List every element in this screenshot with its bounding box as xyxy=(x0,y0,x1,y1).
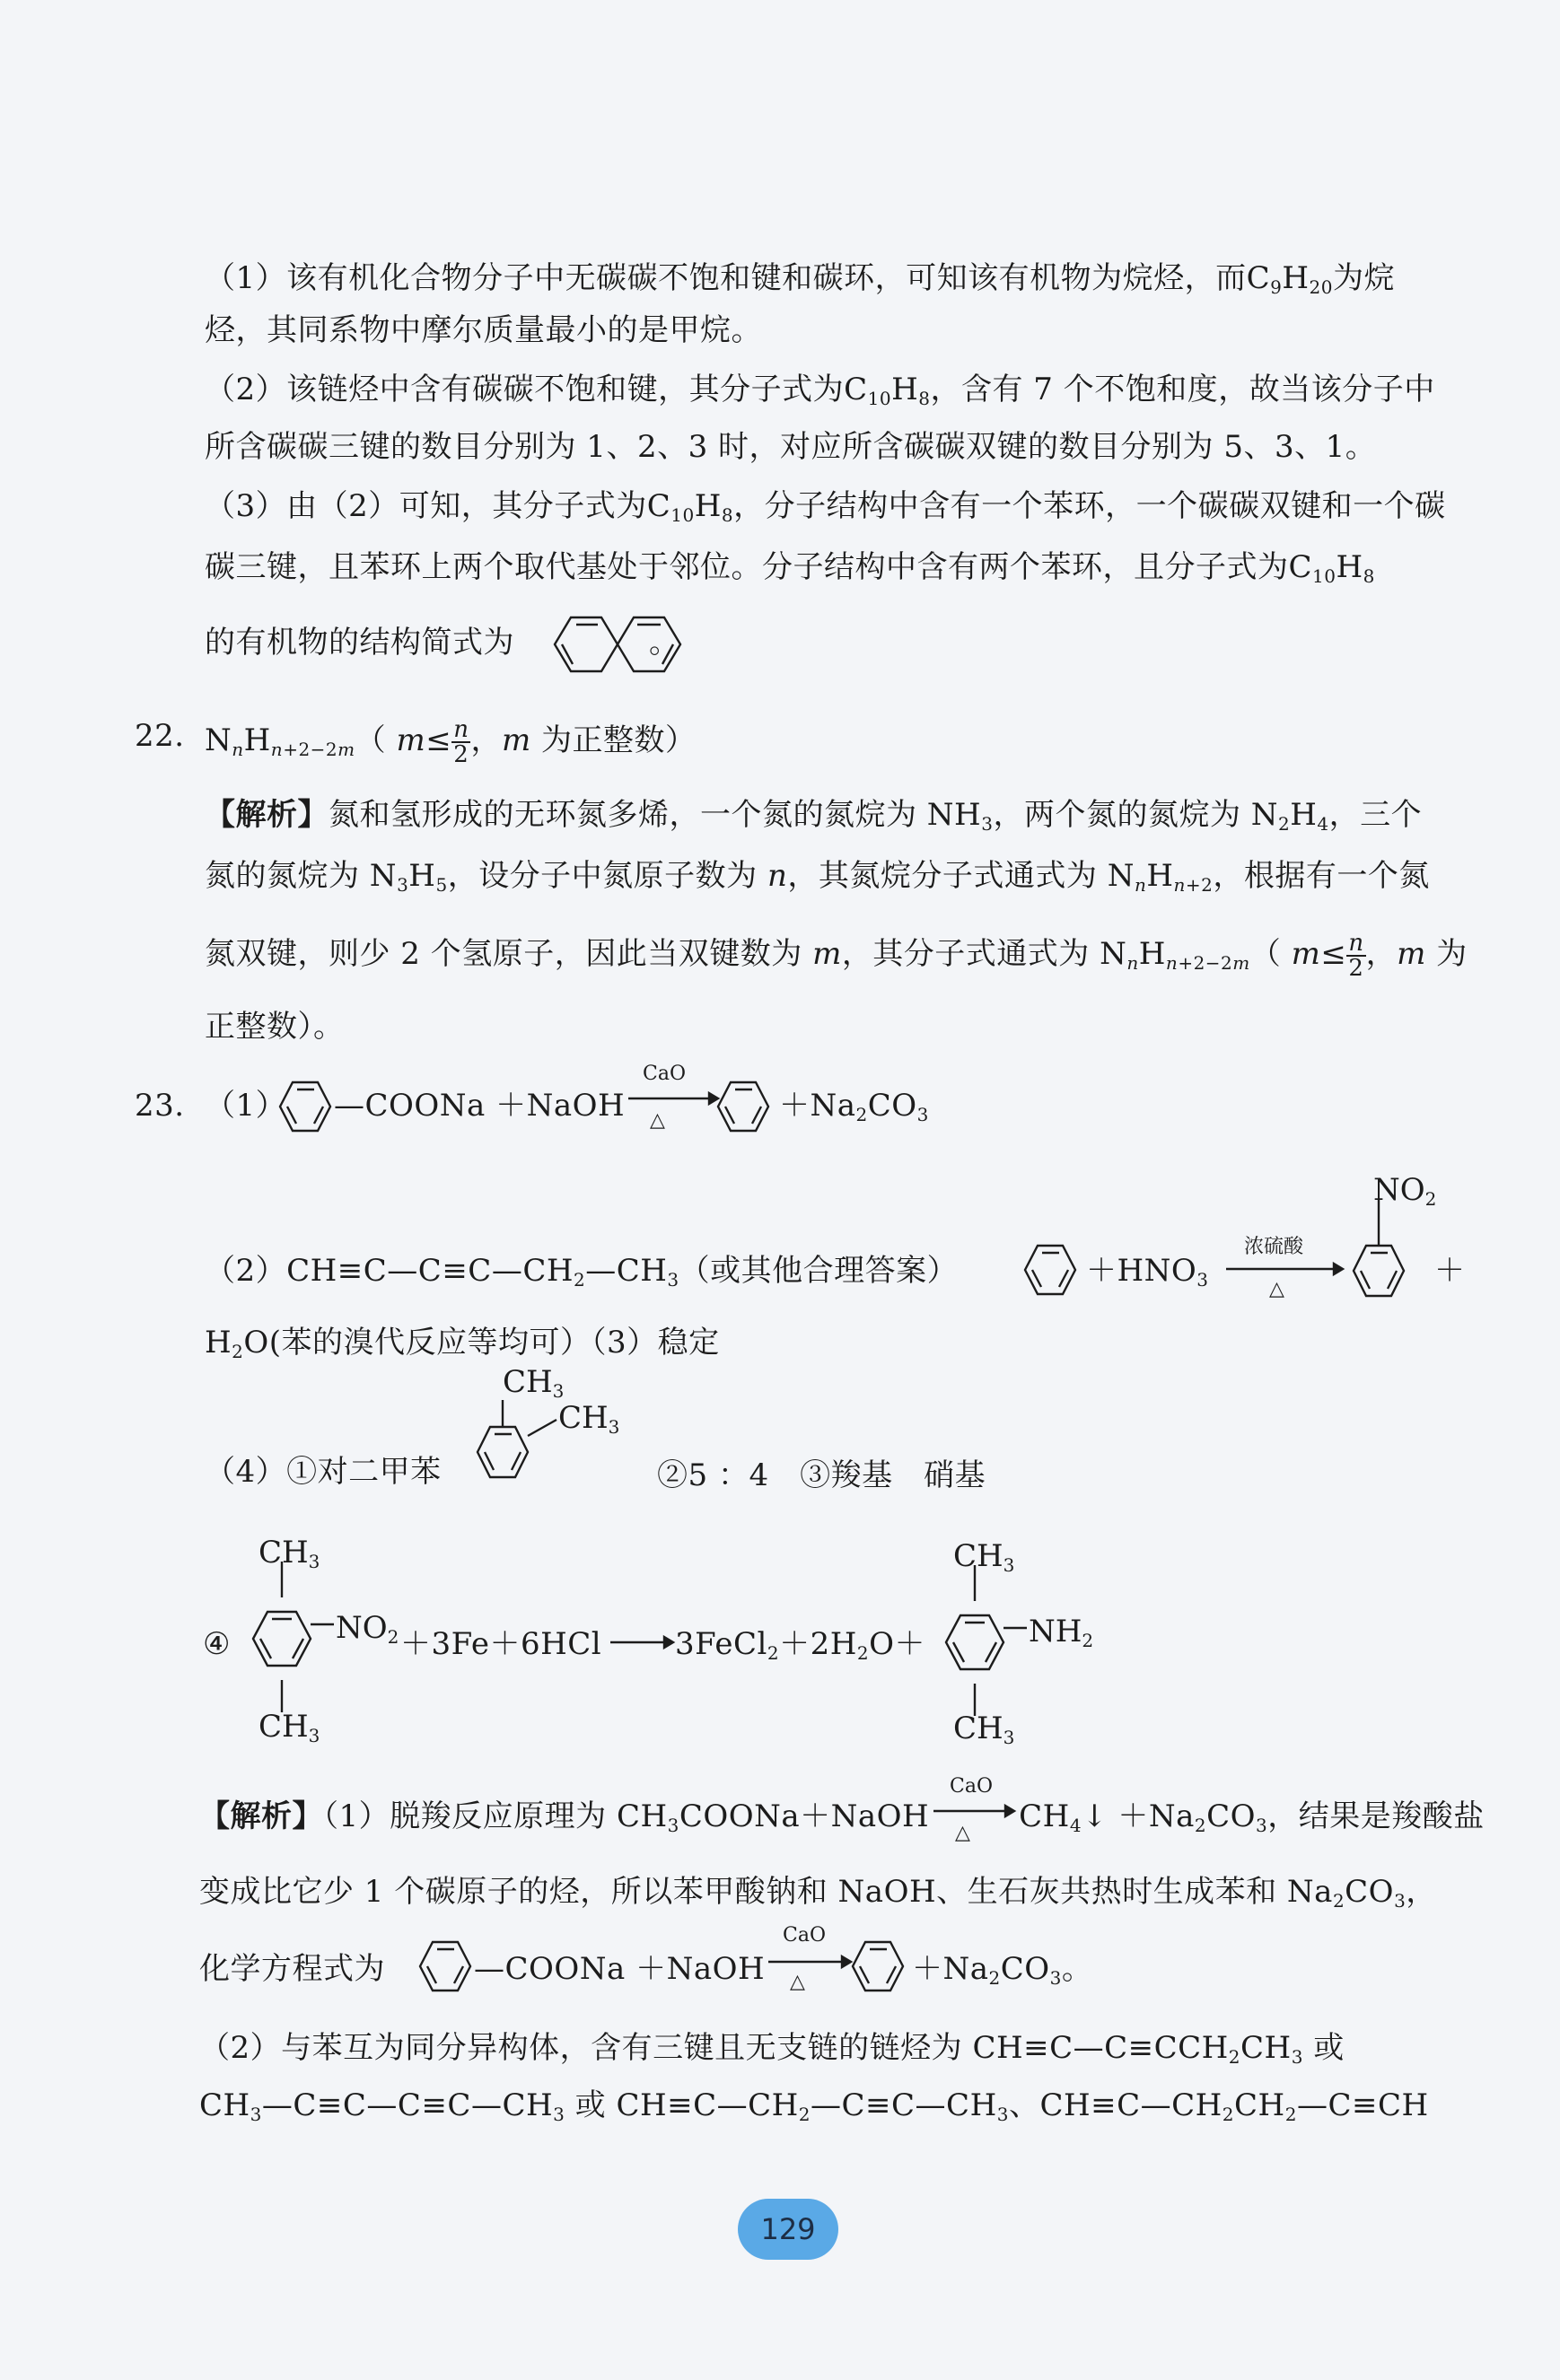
amino-label: $NH_2$ xyxy=(1029,1614,1094,1651)
q21-line-3: （2）该链烃中含有碳碳不饱和键，其分子式为$C_{10}H_8$，含有 7 个不饱和度，故当该分子中 xyxy=(205,372,1435,409)
q23-r2b-line: $H_2O$(苯的溴代反应等均可）（3）稳定 xyxy=(205,1325,720,1362)
q23-number: 23. xyxy=(135,1088,185,1124)
nitro-label: $NO_2$ xyxy=(1373,1172,1437,1210)
cao-label-2: CaO xyxy=(950,1775,993,1798)
benzene-ring-5 xyxy=(842,1935,914,1998)
q22-explain-3: 氮双键，则少 2 个氢原子，因此当双键数为 m，其分子式通式为 $N_nH_{n+2-2m}$（ m≤ $\frac{n}{2}$ ，m 为 xyxy=(205,930,1468,982)
q23-r1-label: （1） xyxy=(205,1088,287,1124)
q23-explain-3: 化学方程式为 xyxy=(199,1951,385,1987)
methyl-top-right: $CH_3$ xyxy=(953,1538,1015,1576)
methyl-bottom-left: $CH_3$ xyxy=(259,1709,320,1746)
reaction-arrow-4 xyxy=(933,1802,1014,1820)
page-number: 129 xyxy=(738,2199,838,2260)
benzene-ring-2 xyxy=(707,1075,779,1138)
q23-r1-reactants: —COONa ＋NaOH xyxy=(334,1088,626,1124)
q22-explain-4: 正整数）。 xyxy=(205,1009,345,1045)
methyl-top-left: $CH_3$ xyxy=(259,1535,320,1572)
q23-explain-3-products: $+Na_2CO_3$。 xyxy=(912,1951,1093,1989)
q23-r2-line: $(2)CH\equiv C—C\equiv C—CH_2—CH_3$（或其他合理答案） xyxy=(205,1253,959,1291)
q21-line-1: （1）该有机化合物分子中无碳碳不饱和键和碳环，可知该有机物为烷烃，而$C_9H_{20}$为烷 xyxy=(205,260,1395,298)
nitro-label-2: $NO_2$ xyxy=(336,1610,399,1648)
q23-explain-1: 【解析】（1）脱羧反应原理为 $CH_3COONa+NaOH$ $CH_4↓ +Na_2CO_3$，结果是羧酸盐 xyxy=(199,1798,1485,1836)
methyl-label-2: $CH_3$ xyxy=(558,1400,620,1438)
q21-line-6: 碳三键，且苯环上两个取代基处于邻位。分子结构中含有两个苯环，且分子式为$C_{10}H_8$ xyxy=(205,549,1375,587)
q22-number: 22. xyxy=(135,718,185,754)
heat-symbol-2: △ xyxy=(1269,1278,1284,1300)
naphthalene-structure xyxy=(546,608,680,680)
cao-label-3: CaO xyxy=(783,1924,826,1947)
plus-sign: ＋ xyxy=(1434,1253,1466,1289)
q21-line-2: 烃，其同系物中摩尔质量最小的是甲烷。 xyxy=(205,312,762,348)
conc-h2so4-label: 浓硫酸 xyxy=(1244,1236,1304,1258)
q23-r4b-num: ④ xyxy=(203,1626,231,1662)
q23-explain-4: （2）与苯互为同分异构体，含有三键且无支链的链烃为 $CH\equiv C—C\equiv CCH_2CH_3$ 或 xyxy=(199,2030,1345,2068)
q23-r4-tail: ②5 ：4 ③羧基 硝基 xyxy=(657,1457,986,1493)
o-xylene-structure xyxy=(467,1400,565,1499)
heat-symbol-1: △ xyxy=(650,1109,665,1132)
q22-explain-2: 氮的氮烷为 $N_3H_5$，设分子中氮原子数为 n，其氮烷分子式通式为 $N_nH_{n+2}$，根据有一个氮 xyxy=(205,858,1430,896)
q23-explain-2: 变成比它少 1 个碳原子的烃，所以苯甲酸钠和 NaOH、生石灰共热时生成苯和 $Na_2CO_3$， xyxy=(199,1874,1437,1912)
benzene-ring-4 xyxy=(409,1935,481,1998)
q23-explain-5: $CH_3—C\equiv C—C\equiv C—CH_3$ 或 $CH\equiv C—CH_2—C\equiv C—CH_3$、$CH\equiv C—CH_2CH_2—C\equiv CH$ xyxy=(199,2087,1429,2125)
benzene-ring-3 xyxy=(1014,1238,1086,1301)
methyl-label-1: $CH_3$ xyxy=(503,1364,565,1402)
cao-label-1: CaO xyxy=(643,1063,686,1085)
q22-explain-1: 【解析】氮和氢形成的无环氮多烯，一个氮的氮烷为 $NH_3$，两个氮的氮烷为 $N_2H_4$，三个 xyxy=(205,797,1423,835)
amino-xylene-structure xyxy=(928,1565,1027,1718)
q23-r4b-reagents: ＋3Fe＋6HCl xyxy=(400,1626,602,1662)
nitrobenzene-structure xyxy=(1343,1199,1415,1307)
reaction-arrow-5 xyxy=(768,1953,851,1971)
methyl-bottom-right: $CH_3$ xyxy=(953,1711,1015,1748)
benzene-ring-1 xyxy=(269,1075,341,1138)
heat-symbol-3: △ xyxy=(955,1822,970,1844)
q21-line-4: 所含碳碳三键的数目分别为 1、2、3 时，对应所含碳碳双键的数目分别为 5、3、1。 xyxy=(205,429,1377,465)
reaction-arrow-3 xyxy=(610,1633,673,1651)
reaction-arrow-2 xyxy=(1226,1260,1343,1278)
reaction-arrow-1 xyxy=(628,1089,718,1107)
q23-r4b-products: $3FeCl_2+2H_2O+$ xyxy=(675,1626,926,1664)
q21-line-7: 的有机物的结构简式为 。 xyxy=(205,625,680,661)
q23-r4-label: （4）①对二甲苯 xyxy=(205,1454,442,1490)
q23-r1-products: $+Na_2CO_3$ xyxy=(779,1088,929,1125)
heat-symbol-4: △ xyxy=(790,1971,805,1993)
q21-line-5: （3）由（2）可知，其分子式为$C_{10}H_8$，分子结构中含有一个苯环，一个碳碳双键和一个碳 xyxy=(205,488,1446,526)
hno3-label: $+HNO_3$ xyxy=(1086,1253,1209,1291)
q22-answer: $N_nH_{n+2-2m}$（ m≤ $\frac{n}{2}$ ，m 为正整数） xyxy=(205,716,697,768)
nitro-xylene-structure xyxy=(235,1562,334,1714)
q23-explain-3-reactants: —COONa ＋NaOH xyxy=(474,1951,766,1987)
